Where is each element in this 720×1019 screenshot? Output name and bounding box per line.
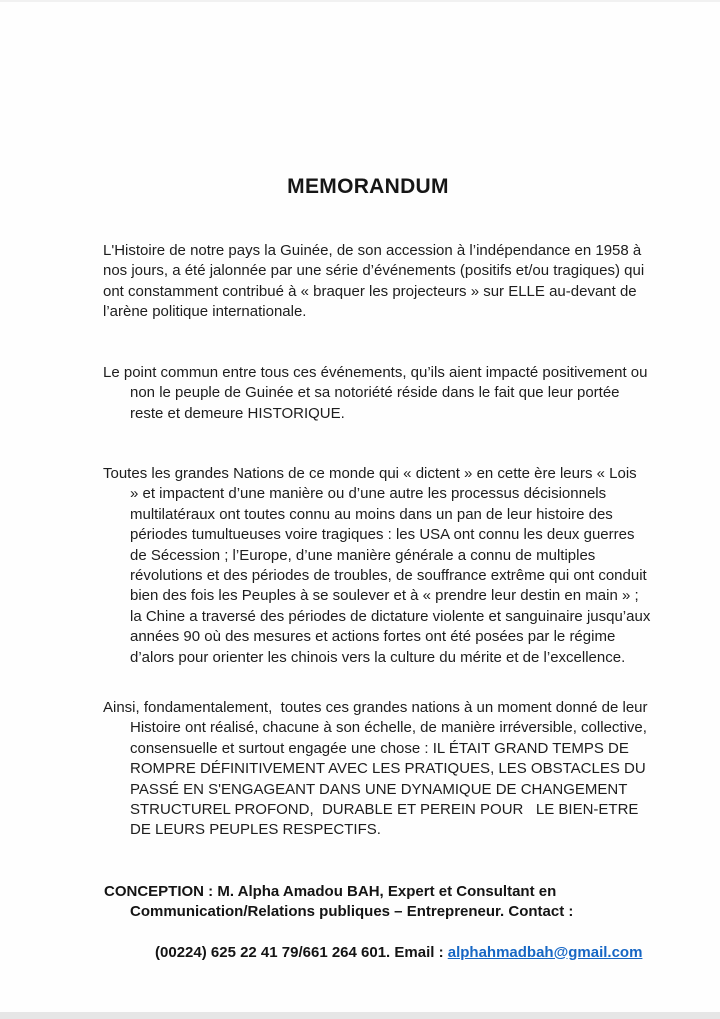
footer-conception [104,882,664,983]
paragraph-conclusion [103,698,663,841]
page-top-edge [0,0,720,2]
text-line: Ainsi, fondamentalement, toutes ces grandes nations à un moment donné de leur [103,699,648,716]
text-line: ont constamment contribué à « braquer les projecteurs » sur ELLE au-devant de [103,282,637,300]
text-line: nos jours, a été jalonnée par une série d’événements (positifs et/ou tragiques) qui [103,262,645,280]
text-line: ROMPRE DÉFINITIVEMENT AVEC LES PRATIQUES, LES OBSTACLES DU [130,760,646,778]
text-line: révolutions et des périodes de troubles, de souffrance extrême qui ont conduit [130,567,647,585]
text-line: DE LEURS PEUPLES RESPECTIFS. [130,821,381,839]
text-line: la Chine a traversé des périodes de dictature violente et sanguinaire jusqu’aux [130,607,651,625]
text-line: Toutes les grandes Nations de ce monde qui « dictent » en cette ère leurs « Lois [103,465,637,482]
text-line: CONCEPTION : M. Alpha Amadou BAH, Expert et Consultant en [104,883,557,900]
text-line: périodes tumultueuses voire tragiques : les USA ont connu les deux guerres [130,526,635,544]
text-line: Communication/Relations publiques – Entrepreneur. Contact : [130,903,574,921]
paragraph-history-intro [103,241,663,323]
text-line: de Sécession ; l’Europe, d’une manière générale a connu de multiples [130,546,596,564]
email-link[interactable]: alphahmadbah@gmail.com [447,943,643,961]
text-line: reste et demeure HISTORIQUE. [130,404,345,422]
text-line: consensuelle et surtout engagée une chose : IL ÉTAIT GRAND TEMPS DE [130,739,629,757]
text-line: d’alors pour orienter les chinois vers la culture du mérite et de l’excellence. [130,648,626,666]
text-line: Le point commun entre tous ces événements, qu’ils aient impacté positivement ou [103,364,648,381]
text-line: L'Histoire de notre pays la Guinée, de son accession à l’indépendance en 1958 à [103,242,642,259]
text-line: » et impactent d’une manière ou d’une autre les processus décisionnels [130,485,607,503]
text-line: Histoire ont réalisé, chacune à son échelle, de manière irréversible, collective, [130,719,647,737]
footer-contact-line [104,922,664,983]
text-line: l’arène politique internationale. [103,303,307,321]
text-line: STRUCTUREL PROFOND, DURABLE ET PEREIN POUR LE BIEN-ETRE [130,801,639,819]
text-line: bien des fois les Peuples à se soulever et à « prendre leur destin en main » ; [130,587,639,605]
text-line: PASSÉ EN S'ENGAGEANT DANS UNE DYNAMIQUE DE CHANGEMENT [130,780,628,798]
footer-conception-lines [104,882,664,922]
document-title: MEMORANDUM [287,175,449,199]
contact-prefix-text: (00224) 625 22 41 79/661 264 601. Email : [155,943,448,961]
paragraph-great-nations [103,464,663,668]
text-line: multilatéraux ont toutes connu au moins dans un pan de leur histoire des [130,505,613,523]
text-line: non le peuple de Guinée et sa notoriété réside dans le fait que leur portée [130,384,620,402]
text-line: années 90 où des mesures et actions fortes ont été posées par le régime [130,628,616,646]
paragraph-common-point [103,363,663,424]
page-bottom-strip [0,1012,720,1019]
